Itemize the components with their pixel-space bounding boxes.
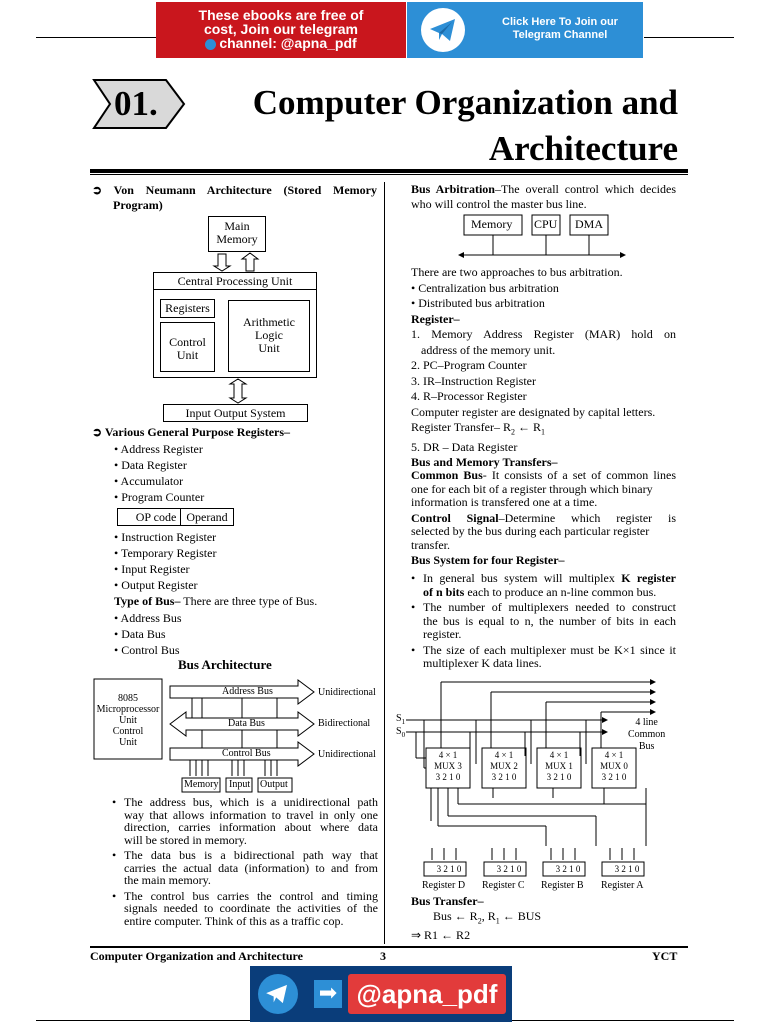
gpr-list-item: • Instruction Register — [114, 530, 217, 544]
register-a-label: Register A — [601, 880, 644, 891]
memory-device-label: Memory — [184, 779, 219, 790]
bus-note-line: signals needed to coordinate the activities of the — [124, 901, 378, 915]
s0-text: S — [396, 726, 402, 737]
mux-0 — [592, 750, 636, 783]
mux0-kx1: 4 × 1 — [604, 750, 624, 760]
unidirectional-label-1: Unidirectional — [318, 687, 376, 698]
register-c-pins: 3 2 1 0 — [496, 864, 522, 874]
mux-2 — [482, 750, 526, 783]
von-heading-l1-wrap — [92, 183, 377, 198]
approach-item-1: • Centralization bus arbitration — [411, 280, 559, 295]
mux1-pins: 3 2 1 0 — [546, 772, 572, 782]
designated-text: Computer register are designated by capital letters. — [411, 404, 656, 419]
bs-1-l2b: each to produce an n-line common bus. — [464, 584, 657, 599]
bus-type-label: Type of Bus– — [114, 594, 181, 608]
bus-type-list — [114, 610, 182, 658]
bus-type-line — [114, 594, 317, 609]
arb-text-l2: who will control the master bus line. — [411, 197, 587, 211]
gpr-list-item: • Input Register — [114, 562, 190, 576]
arb-dma-label: DMA — [575, 217, 604, 231]
chapter-title-line-1: Computer Organization and — [252, 83, 678, 122]
bus-note-line: carries the actual data (information) to and from — [124, 860, 378, 875]
common-l1-text: - It consists of a set of common lines — [482, 468, 676, 482]
ba-cpu-l5: Unit — [119, 737, 137, 748]
bus-architecture-title: Bus Architecture — [178, 657, 272, 672]
ba-cpu-l1: 8085 — [118, 693, 138, 704]
ba-cpu-l4: Control — [112, 726, 144, 737]
approach-item-1-text: Centralization bus arbitration — [418, 280, 559, 295]
control-bus-label: Control Bus — [222, 748, 271, 759]
title-rule-thin — [90, 174, 688, 175]
bullet-dot: • — [411, 600, 416, 614]
bus-transfer-heading: Bus Transfer– — [411, 894, 484, 908]
register-c-label: Register C — [482, 880, 525, 891]
join-telegram-banner[interactable] — [407, 2, 643, 58]
bs-1-l2 — [423, 586, 676, 600]
arrow-bullet-icon: ➲ — [92, 183, 114, 197]
transfer-prefix: Register Transfer– R — [411, 420, 511, 434]
top-divider-left — [36, 37, 156, 38]
right-arrow-icon: ➡ — [314, 980, 342, 1008]
bs-bullet-3 — [411, 644, 676, 671]
bullet-line: The size of each multiplexer must be K×1 since it — [423, 642, 676, 657]
lines-l1: 4 line — [635, 717, 658, 728]
bus-type-item: • Data Bus — [114, 627, 166, 641]
footer-rule — [90, 946, 688, 948]
alu-box — [228, 300, 310, 372]
free-ebooks-banner[interactable] — [156, 2, 406, 58]
reg-5: 5. DR – Data Register — [411, 439, 518, 454]
data-bus-label: Data Bus — [228, 718, 265, 729]
register-d-pins: 3 2 1 0 — [436, 864, 462, 874]
operand-box: Operand — [180, 508, 234, 526]
mux3-pins: 3 2 1 0 — [435, 772, 461, 782]
bottom-divider-left — [36, 1020, 250, 1021]
gpr-heading-text: Various General Purpose Registers– — [104, 425, 291, 439]
bullet-dot: • — [112, 848, 117, 862]
banner-line-2: cost, Join our telegram — [203, 21, 359, 37]
reg-3: 3. IR–Instruction Register — [411, 373, 536, 388]
bus-system-heading: Bus System for four Register– — [411, 553, 565, 567]
gpr-list-item: • Program Counter — [114, 490, 205, 504]
bidirectional-label: Bidirectional — [318, 718, 371, 729]
alu-l2: Logic — [255, 328, 283, 342]
arb-line1 — [411, 182, 676, 197]
reg-1-line2: address of the memory unit. — [421, 342, 556, 357]
arb-text-l1: –The overall control which decides — [494, 182, 676, 196]
bs-1-l2a: of n bits — [423, 584, 465, 599]
bs-1-l1a: In general bus system will multiplex — [423, 571, 622, 585]
bullet-line: multiplexer K data lines. — [423, 656, 542, 670]
top-divider-right — [644, 37, 734, 38]
mux3-kx1: 4 × 1 — [438, 750, 458, 760]
reg-2: 2. PC–Program Counter — [411, 358, 527, 372]
right-text-block-1 — [411, 265, 676, 471]
bus-note-line: direction, carries information about where data — [124, 820, 378, 834]
bs-bullet-2 — [411, 601, 676, 642]
alu-l3: Unit — [258, 341, 280, 355]
lines-l3: Bus — [638, 741, 655, 752]
banner-line-1: These ebooks are free of — [198, 7, 364, 23]
bus-note — [112, 796, 378, 846]
common-bus-para — [411, 469, 676, 568]
approach-item-2: • Distributed bus arbitration — [411, 296, 545, 310]
ba-cpu-label — [94, 693, 162, 748]
bullet-dot: • — [411, 571, 416, 585]
common-l3: information is transfered one at a time. — [411, 495, 598, 509]
mux2-label: MUX 2 — [490, 761, 518, 771]
mux-3 — [426, 750, 470, 783]
control-label: Control Signal — [411, 510, 499, 525]
chapter-number-badge — [92, 78, 186, 135]
register-heading: Register– — [411, 311, 460, 326]
bs-1-l1b: K register — [621, 571, 676, 585]
gpr-list-item: • Temporary Register — [114, 546, 217, 560]
gpr-list-item: • Output Register — [114, 578, 198, 592]
bullet-dot: • — [112, 888, 117, 903]
register-transfer: Register Transfer– $R_2$ ← $R_1$ — [411, 420, 546, 437]
bullet-dot: • — [112, 795, 117, 809]
mux-1 — [537, 750, 581, 783]
column-divider — [384, 182, 385, 944]
arb-label: Bus Arbitration — [411, 182, 495, 196]
cpu-label: Central Processing Unit — [154, 273, 316, 290]
mux2-pins: 3 2 1 0 — [491, 772, 517, 782]
bus-note-line: way that allows information to travel in only one — [124, 807, 378, 822]
arb-cpu-label: CPU — [534, 217, 558, 231]
registers-box: Registers — [160, 299, 215, 318]
apna-pdf-banner[interactable] — [250, 966, 512, 1022]
common-bus-label — [628, 717, 665, 753]
memory-arrows — [150, 252, 330, 272]
gpr-list-a — [114, 441, 204, 505]
bus-note-line: The address bus, which is a unidirectional path — [124, 795, 378, 809]
von-heading-line1: Von Neumann Architecture (Stored Memory — [113, 183, 378, 197]
control-l1-text: –Determine which register is — [498, 510, 676, 525]
control-l1 — [411, 512, 676, 526]
transfer-arrow: ← R — [515, 420, 542, 434]
bus-note-line: The control bus carries the control and timing — [124, 888, 378, 903]
bus-note — [112, 890, 378, 928]
gpr-list-item: • Address Register — [114, 442, 203, 456]
input-device-label: Input — [229, 779, 251, 790]
join-line-2: Telegram Channel — [512, 29, 608, 41]
join-line-1: Click Here To Join our — [502, 16, 618, 28]
bullet-line: The number of multiplexers needed to construct — [423, 600, 676, 614]
chapter-number: 01. — [114, 84, 158, 123]
bus-note-line: entire computer. Think of this as a traffic cop. — [124, 913, 344, 928]
bus-arbitration-para — [411, 182, 676, 212]
bullet-dot: • — [411, 642, 416, 657]
bs-1-l1 — [423, 572, 676, 586]
unidirectional-label-2: Unidirectional — [318, 749, 376, 760]
bus-note-line: The data bus is a bidirectional path way that — [124, 848, 378, 862]
s0-label: $S_0$ — [396, 726, 406, 739]
von-neumann-heading — [92, 183, 377, 213]
common-l1 — [411, 469, 676, 483]
approaches-text: There are two approaches to bus arbitration. — [411, 265, 623, 279]
handle-box: @apna_pdf — [348, 974, 506, 1014]
gpr-list-item: • Data Register — [114, 458, 187, 472]
bus-transfer-line1: Bus ← $R_2$, $R_1$ ← BUS — [433, 909, 542, 926]
mux2-kx1: 4 × 1 — [494, 750, 514, 760]
bus-type-text: There are three type of Bus. — [180, 594, 318, 608]
von-heading-line2: Program) — [113, 198, 163, 212]
reg-1-line1: 1. Memory Address Register (MAR) hold on — [411, 327, 676, 341]
mux1-kx1: 4 × 1 — [549, 750, 569, 760]
s1-label: $S_1$ — [396, 713, 406, 726]
bottom-divider-right — [512, 1020, 734, 1021]
io-arrow — [228, 378, 248, 404]
bullet-line: register. — [423, 627, 462, 641]
footer-title: Computer Organization and Architecture — [90, 949, 303, 963]
bullet-line: the bus is equal to n, the number of bits in each — [423, 613, 676, 628]
address-bus-label: Address Bus — [222, 686, 273, 697]
bus-type-item: • Address Bus — [114, 611, 182, 625]
register-b-label: Register B — [541, 880, 584, 891]
gpr-list-item: • Accumulator — [114, 474, 184, 488]
telegram-icon — [258, 974, 298, 1014]
common-label: Common Bus — [411, 468, 483, 482]
main-memory-box — [208, 216, 266, 252]
approach-item-2-text: Distributed bus arbitration — [418, 296, 545, 310]
common-l2: one for each bit of a register through which binary — [411, 481, 653, 496]
bus-type-item: • Control Bus — [114, 643, 180, 657]
register-a-pins: 3 2 1 0 — [614, 864, 640, 874]
mux0-label: MUX 0 — [600, 761, 628, 771]
control-unit-l2: Unit — [176, 348, 199, 362]
bmt-heading: Bus and Memory Transfers– — [411, 455, 558, 470]
gpr-list-b — [114, 529, 216, 593]
lines-l2: Common — [628, 729, 666, 740]
alu-l1: Arithmetic — [243, 315, 295, 329]
telegram-icon — [421, 8, 465, 52]
mux3-label: MUX 3 — [434, 761, 462, 771]
bus-system-bullets — [411, 572, 676, 671]
arb-memory-label: Memory — [471, 217, 513, 231]
chapter-title — [218, 80, 678, 172]
bus-note — [112, 849, 378, 887]
bus-notes — [112, 796, 378, 930]
mux1-label: MUX 1 — [545, 761, 573, 771]
mux0-pins: 3 2 1 0 — [601, 772, 627, 782]
title-rule — [90, 169, 688, 173]
io-system-box: Input Output System — [163, 404, 308, 422]
mux-bus-diagram — [396, 676, 686, 896]
page-number: 3 — [380, 949, 386, 963]
register-b-pins: 3 2 1 0 — [555, 864, 581, 874]
banner-line-3: channel: @apna_pdf — [219, 35, 357, 51]
bus-transfer-line2: ⇒ R1 ← R2 — [411, 928, 471, 943]
gpr-heading — [92, 425, 290, 440]
bt-line1-text: Bus ← R — [433, 909, 478, 923]
arrow-bullet-icon: ➲ — [92, 425, 105, 439]
bus-note-line: the main memory. — [124, 873, 211, 887]
chapter-title-line-2: Architecture — [488, 129, 678, 168]
register-d-label: Register D — [422, 880, 466, 891]
control-unit-box — [160, 322, 215, 372]
ba-cpu-l3: Unit — [119, 715, 137, 726]
reg-4: 4. R–Processor Register — [411, 389, 527, 403]
main-memory-l2: Memory — [216, 232, 258, 246]
control-l2: selected by the bus during each particular register — [411, 524, 650, 538]
s1-text: S — [396, 713, 402, 724]
output-device-label: Output — [260, 779, 288, 790]
main-memory-l1: Main — [224, 219, 250, 233]
bus-transfer-block — [411, 894, 541, 943]
bus-note-line: will be stored in memory. — [124, 832, 247, 847]
control-l3: transfer. — [411, 537, 450, 552]
bs-bullet-1 — [411, 572, 676, 599]
ba-cpu-l2: Microprocessor — [96, 704, 160, 715]
banner-line-3-wrap — [156, 36, 406, 50]
telegram-small-icon — [205, 39, 216, 50]
publisher-tag: YCT — [652, 949, 678, 963]
control-unit-l1: Control — [169, 335, 206, 349]
opcode-box: OP code — [117, 508, 181, 526]
